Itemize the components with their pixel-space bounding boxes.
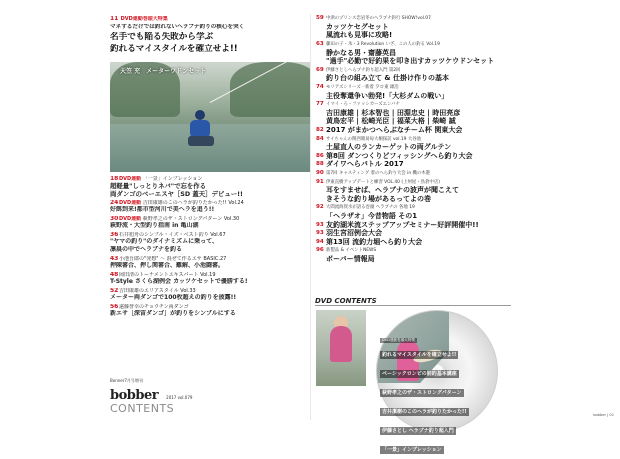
article-title: 風流れも見事に攻略! [326,31,393,40]
page-number: 59 [316,15,324,22]
page-number: 90 [316,169,324,176]
list-item: 24DVD連動 吉田康雄のこのヘラが釣りたかった!! Vol.24 好餌到来!都市型河川で美ヘラを追う!! [110,200,244,213]
article-list-left [110,176,310,320]
article-title: 第8回 ダンつくりどフィッシングへら釣り大会 [326,151,473,160]
magazine-logo [110,378,192,415]
article-kicker: サイちゃんの関西簡易毎大桐探訪 vol.19 大谷池 [326,136,422,142]
article-kicker: 新製品 & イベントNEWS [326,248,377,254]
article-title: 友釣湖米流ステップアップセミナー好評開催中!! [326,220,479,229]
contents-line [316,134,512,143]
dvd-chapter: 釣れるマイスタイルを確立せよ!! [382,351,457,358]
page-number: 94 [316,238,324,245]
article-title: 第13回 流釣力堀へら釣り大会 [326,237,423,246]
contents-line [316,237,512,246]
list-item: 52吉田康雄のエリアスタイル Vol.33 メーター両ダンゴで100枚超えの釣りを披露!! [110,288,237,301]
contents-spread [104,14,514,453]
page-number: 93 [316,230,324,237]
list-item: 18DVD連動 「一景」インプレッション 超軽量"しっとりネバ"で忘を作る 両ダンゴのベーエスヤ［SD 蓋天］デビュー!! [110,176,243,198]
contents-line [316,152,512,161]
article-title: 釣り台の組み立て & 仕掛け作りの基本 [326,74,449,83]
contents-line [316,91,512,100]
angler-figure [180,108,218,148]
article-kicker: 伊藤さとしへらブナ釣り超入門 第2回 [326,67,401,73]
list-item: 48岡田清のトーナメントエキスパート Vol.19 T-Style さくら湖例会 カッツケセットで優勝する! [110,272,248,285]
dvd-chapter: 「一景」インプレッション [382,446,442,453]
article-title: 2017 がまかつへらぶなチーム杯 関東大会 [326,126,463,135]
contents-line [316,48,512,57]
list-item: 43小池吾郎の"発想" 〜 混ぜて作るエサ BASIC.27 押陳審合、押し関審合、難解、小池闘審。 [110,256,227,269]
lead-headline-1: 名手でも陥る失敗から学ぶ [110,32,214,42]
contents-line [316,117,512,126]
contents-line [316,100,512,109]
article-kicker: 中津のプリンス恋岩冬のヘラブナ釣行 SHOW!vol.07 [326,16,431,22]
list-item: 36石井旭舟のシンプル・イズ・ベスト釣り Vol.67 "ヤマの釣り"のダイナミズムに乗って、 凛晨の中でヘラブナを釣る [110,232,226,253]
article-title: 羽生宮沼例会大会 [326,229,382,238]
article-title: 吉田康雄 | 杉本智也 | 田淵忠史 | 時田亮彦 [326,108,461,117]
lead-kicker: マネするだけでは釣れないヘラブナ釣りの核心を突く [110,24,245,30]
contents-line [316,23,512,32]
dvd-thumbnail [316,310,366,386]
logo-subtitle: Bonner7月号増刊 [110,378,143,383]
photo-caption: 天笠 充 メーターワドンセット [120,68,207,75]
contents-line [316,186,512,195]
article-title: 主役奪還争い勃発!「大杉ダムの戦い」 [326,91,449,100]
right-column [316,14,512,263]
article-title: きそうな釣り場があるってよの巻 [326,194,431,203]
thumb-person [330,326,352,362]
page-number: 91 [316,178,324,185]
dvd-chapter: 伊藤さとし へラブナ釣り超入門 [382,427,454,434]
page-number: 93 [316,221,324,228]
contents-line [316,160,512,169]
page-number: 92 [316,204,324,211]
page-number: 77 [316,101,324,108]
page-number: 63 [316,41,324,48]
article-kicker: イマイ・ろ・ファッシカーズエンバナ [326,102,400,108]
page-number: 69 [316,66,324,73]
contents-line [316,57,512,66]
article-title: 土屋直人のランカーゲットの両グルテン [326,143,452,152]
article-title: カッツケセグセット [326,22,389,31]
logo-volume: 2017 vol.079 [166,395,193,400]
contents-line [316,83,512,92]
dvd-chapter-list [380,326,480,459]
article-title: ボーバー情報局 [326,254,375,263]
dvd-divider [315,305,511,306]
article-title: ダイワへらバトル 2017 [326,160,404,169]
contents-line [316,177,512,186]
lead-page-number: 11 [110,16,119,22]
contents-line [316,126,512,135]
page-footer: bobber | 01 [593,413,614,417]
page-gutter [310,14,311,420]
article-title: 静かなる男・齋藤英昌 [326,48,396,57]
article-title: 「へラザオ」今昔物語 その1 [326,211,418,220]
contents-line [316,255,512,264]
article-title: "過手"必勤で好釣果を叩き出すカッツケウドンセット [326,57,495,66]
article-kicker: モリアズシリーズ一新着 夕ロ東 雄浩 [326,85,399,91]
contents-line [316,203,512,212]
lead-headline-2: 釣れるマイスタイルを確立せよ!! [110,44,238,54]
dvd-chapter: 吉井潔樹のこのヘラが釣りたかった!! [382,408,467,415]
contents-line [316,74,512,83]
contents-heading: CONTENTS [110,402,175,415]
dvd-chapter: 萩野孝之のザ・ストロングパターン [382,389,462,396]
lead-photo [110,62,310,172]
logo-brand: bobber [110,388,159,403]
page-number: 96 [316,247,324,254]
article-kicker: 第7回 キャスティング 着のヘら釣り大会 in 機の木港 [326,170,431,176]
dvd-top-tag: DVD連動巻頭大特集 [382,338,416,342]
contents-line [316,220,512,229]
list-item: 30DVD連動 萩野孝之のザ・ストロングパターン Vol.30 萩野流・大型釣り指南 in 亀山湖 [110,216,240,229]
contents-line [316,246,512,255]
article-kicker: 藤田の子・氷・3 Revolution いざ、この人の釣る Vol.19 [326,42,440,48]
contents-line [316,143,512,152]
contents-line [316,109,512,118]
page-number: 88 [316,161,324,168]
page-number: 82 [316,127,324,134]
page-number: 86 [316,152,324,159]
contents-line [316,169,512,178]
article-kicker: 伊東直樹アップデートと練習 VOL.40 (上州屋・鳥倉中店) [326,179,440,185]
dvd-contents-title: DVD CONTENTS [315,297,377,305]
article-title: 黄鳥宏平 | 松崎光臣 | 福菜大格 | 柴崎 誠 [326,117,456,126]
article-kicker: 大間流海賀水が語る巻頭 ヘラブナの 各地 19 [326,205,415,211]
dvd-chapter: ベーシックロンピの罰的基本講座 [382,370,457,377]
article-title: 耳をすませば、ヘラブナの波声が聞こえて [326,186,459,195]
contents-line [316,14,512,23]
page-number: 74 [316,84,324,91]
contents-line [316,194,512,203]
contents-line [316,31,512,40]
contents-line [316,212,512,221]
lead-tag: DVD連動巻頭大特集 [120,16,168,22]
contents-line [316,229,512,238]
page-number: 84 [316,135,324,142]
contents-line [316,40,512,49]
lead-line-head [110,16,168,22]
contents-line [316,66,512,75]
list-item: 56遠藤誉幸のチョウチン両ダンゴ 新エサ［深宙ダンゴ］が釣りをシンプルにする [110,304,236,317]
